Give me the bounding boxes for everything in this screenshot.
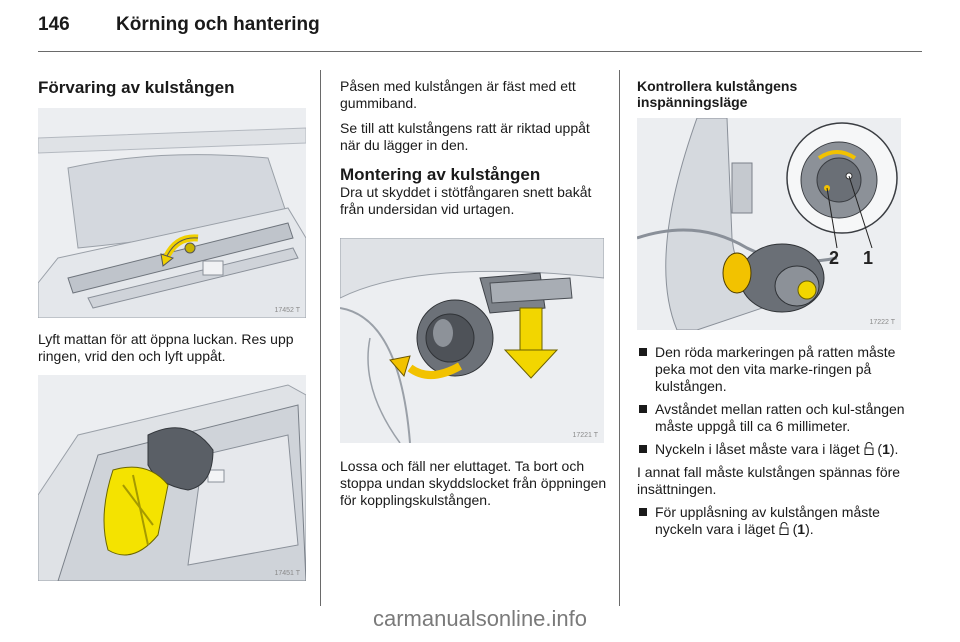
trunk-floor-illustration — [38, 108, 306, 318]
callout-label-2: 2 — [829, 248, 840, 268]
unlocked-padlock-icon — [779, 522, 789, 535]
paragraph: Dra ut skyddet i stötfångaren snett bakåt från undersidan vid urtagen. — [340, 184, 592, 217]
bullet-icon — [639, 405, 647, 413]
bullet-icon — [639, 508, 647, 516]
figure-number: 17451 T — [274, 570, 300, 577]
chapter-title: Körning och hantering — [116, 14, 320, 35]
section-heading: Kontrollera kulstångens inspänningsläge — [637, 78, 798, 110]
col2-paragraph: Lossa och fäll ner eluttaget. Ta bort och stoppa undan skyddslocket från öppningen för kopplingskulstången. — [340, 458, 607, 508]
hitch-bag-illustration — [38, 375, 306, 581]
column-1 — [38, 78, 308, 98]
section-heading: Förvaring av kulstången — [38, 78, 235, 97]
column-2 — [340, 78, 605, 218]
figure-number: 17222 T — [869, 319, 895, 326]
figure-number: 17452 T — [274, 307, 300, 314]
list-item: Den röda markeringen på ratten måste peka mot den vita marke-ringen på kulstången. — [637, 344, 912, 395]
column-3 — [637, 78, 907, 110]
callout-label-1: 1 — [863, 248, 874, 268]
col1-paragraph: Lyft mattan för att öppna luckan. Res upp ringen, vrid den och lyft uppåt. — [38, 331, 294, 364]
column-divider — [619, 70, 620, 606]
header-rule — [38, 51, 922, 52]
section-heading: Montering av kulstången — [340, 165, 541, 184]
hitch-knob-illustration — [637, 118, 901, 330]
position-ref: 1 — [882, 441, 890, 457]
page-number: 146 — [38, 14, 70, 35]
col3-list — [637, 344, 912, 544]
unlocked-padlock-icon — [864, 442, 874, 455]
paragraph: Påsen med kulstången är fäst med ett gummiband. — [340, 78, 576, 111]
bullet-icon — [639, 445, 647, 453]
paragraph: Se till att kulstångens ratt är riktad uppåt när du lägger in den. — [340, 120, 590, 153]
watermark: carmanualsonline.info — [372, 606, 588, 631]
list-item: Avståndet mellan ratten och kul-stången måste uppgå till ca 6 millimeter. — [637, 401, 912, 435]
page-header — [38, 14, 320, 36]
paragraph: I annat fall måste kulstången spännas före insättningen. — [637, 464, 901, 497]
bumper-socket-illustration — [340, 238, 604, 443]
list-item: Nyckeln i låset måste vara i läget (1). — [637, 441, 912, 458]
figure-number: 17221 T — [572, 432, 598, 439]
list-item: För upplåsning av kulstången måste nyckeln vara i läget (1). — [637, 504, 912, 538]
bullet-icon — [639, 348, 647, 356]
column-divider — [320, 70, 321, 606]
position-ref: 1 — [797, 521, 806, 537]
